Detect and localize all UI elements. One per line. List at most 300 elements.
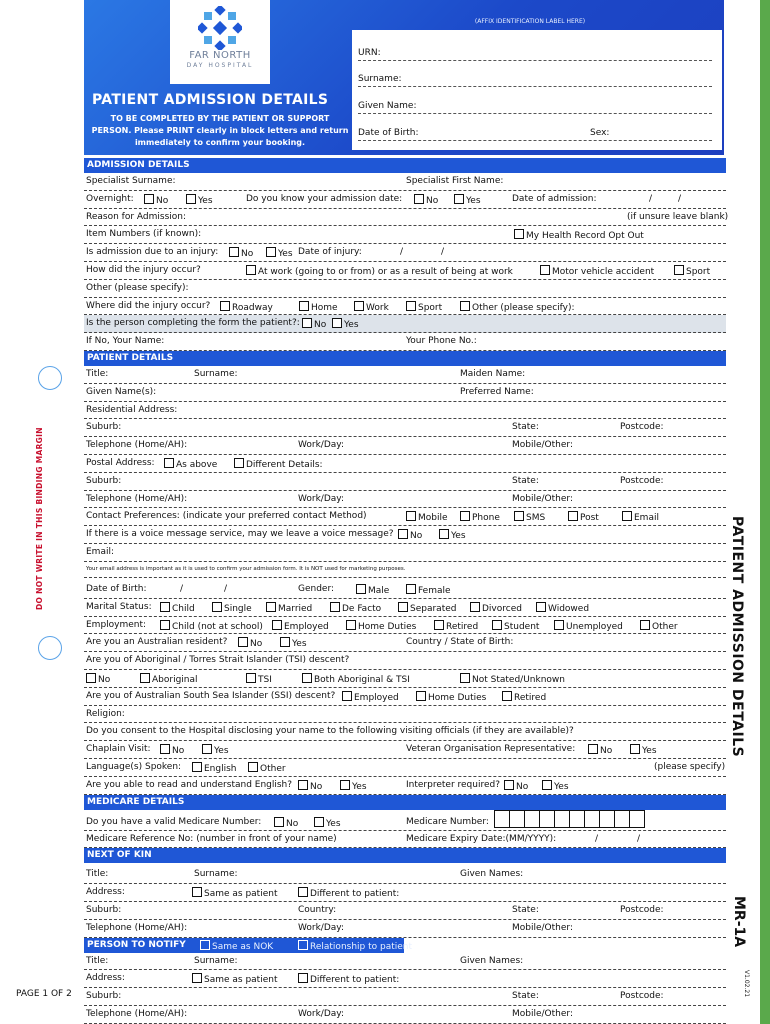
checkbox-option[interactable]: Male xyxy=(356,584,389,596)
checkbox[interactable] xyxy=(192,762,202,772)
checkbox-option[interactable]: English xyxy=(192,762,237,774)
field-label: Employment: xyxy=(86,619,147,630)
checkbox-option[interactable]: My Health Record Opt Out xyxy=(514,229,644,241)
checkbox[interactable] xyxy=(492,620,502,630)
section-heading: MEDICARE DETAILS xyxy=(87,796,185,807)
checkbox[interactable] xyxy=(514,229,524,239)
field-label: Given Names: xyxy=(460,869,524,880)
checkbox-option[interactable]: No xyxy=(160,744,184,756)
form-row[interactable] xyxy=(84,298,726,316)
checkbox[interactable] xyxy=(588,744,598,754)
checkbox-option[interactable]: Home Duties xyxy=(346,620,416,632)
field-label: Is the person completing the form the patient?: xyxy=(86,318,300,329)
form-row[interactable] xyxy=(84,970,726,988)
checkbox-option[interactable]: Other xyxy=(640,620,678,632)
form-row[interactable] xyxy=(84,315,726,333)
section-person-to-notify xyxy=(84,938,413,953)
field-label: Marital Status: xyxy=(86,601,152,612)
digit-box[interactable] xyxy=(599,810,615,828)
patient-id-panel xyxy=(352,30,722,150)
checkbox-option[interactable]: Other (please specify): xyxy=(460,301,575,313)
field-label: Do you consent to the Hospital disclosing your name to the following visiting officials (if they are available)? xyxy=(86,726,574,737)
id-sex-label: Sex: xyxy=(590,128,610,138)
checkbox[interactable] xyxy=(630,744,640,754)
digit-box[interactable] xyxy=(584,810,600,828)
checkbox-option[interactable]: Same as patient xyxy=(192,887,278,899)
field-label: Postal Address: xyxy=(86,457,155,468)
form-row[interactable] xyxy=(84,173,726,191)
form-row[interactable] xyxy=(84,226,726,244)
checkbox[interactable] xyxy=(298,973,308,983)
section-heading: ADMISSION DETAILS xyxy=(87,160,190,170)
checkbox-option[interactable]: No xyxy=(229,247,253,259)
checkbox-option[interactable]: As above xyxy=(164,458,217,470)
field-label: Country / State of Birth: xyxy=(406,637,514,648)
date-separator: / xyxy=(224,583,228,594)
checkbox[interactable] xyxy=(248,762,258,772)
form-row[interactable] xyxy=(84,988,726,1006)
checkbox[interactable] xyxy=(186,194,196,204)
form-title: PATIENT ADMISSION DETAILS xyxy=(92,92,329,108)
punch-hole xyxy=(38,636,62,660)
checkbox[interactable] xyxy=(542,780,552,790)
checkbox[interactable] xyxy=(554,620,564,630)
checkbox-option[interactable]: Widowed xyxy=(536,602,589,614)
field-label: Date of injury: xyxy=(298,247,362,258)
checkbox-option[interactable]: Retired xyxy=(502,691,546,703)
checkbox-option[interactable]: No xyxy=(144,194,168,206)
form-row[interactable] xyxy=(84,652,726,670)
checkbox[interactable] xyxy=(568,511,578,521)
date-separator: / xyxy=(441,247,445,258)
field-label: Overnight: xyxy=(86,193,134,204)
checkbox[interactable] xyxy=(406,584,416,594)
digit-box[interactable] xyxy=(569,810,585,828)
checkbox[interactable] xyxy=(346,620,356,630)
field-hint: (if unsure leave blank) xyxy=(627,211,729,222)
checkbox-option[interactable]: Retired xyxy=(434,620,478,632)
checkbox-option[interactable]: Email xyxy=(622,511,659,523)
field-label: How did the injury occur? xyxy=(86,264,201,275)
binding-margin-note: DO NOT WRITE IN THIS BINDING MARGIN xyxy=(35,427,44,610)
date-separator: / xyxy=(400,247,404,258)
checkbox-option[interactable]: Yes xyxy=(186,194,213,206)
checkbox-option[interactable]: Student xyxy=(492,620,539,632)
checkbox-option[interactable]: At work (going to or from) or as a result of being at work xyxy=(246,265,513,277)
checkbox[interactable] xyxy=(356,584,366,594)
checkbox[interactable] xyxy=(332,318,342,328)
checkbox[interactable] xyxy=(540,265,550,275)
checkbox-option[interactable]: No xyxy=(414,194,438,206)
checkbox[interactable] xyxy=(398,602,408,612)
checkbox-option[interactable]: Same as patient xyxy=(192,973,278,985)
field-label: Given Names: xyxy=(460,955,524,966)
form-row[interactable] xyxy=(84,384,726,402)
checkbox[interactable] xyxy=(406,511,416,521)
checkbox-option[interactable]: Different to patient: xyxy=(298,973,399,985)
medicare-number-boxes[interactable] xyxy=(494,810,644,828)
checkbox-option[interactable]: Home Duties xyxy=(416,691,486,703)
form-row[interactable] xyxy=(84,544,726,562)
field-label: Date of Birth: xyxy=(86,583,147,594)
checkbox[interactable] xyxy=(674,265,684,275)
checkbox[interactable] xyxy=(470,602,480,612)
checkbox[interactable] xyxy=(298,780,308,790)
field-label: Veteran Organisation Representative: xyxy=(406,744,576,755)
field-label: Suburb: xyxy=(86,475,122,486)
field-label: Do you know your admission date: xyxy=(246,193,403,204)
checkbox[interactable] xyxy=(460,673,470,683)
form-row[interactable] xyxy=(84,688,726,706)
field-label: Are you an Australian resident? xyxy=(86,637,228,648)
checkbox-option[interactable]: Sport xyxy=(674,265,710,277)
form-row[interactable] xyxy=(84,706,726,724)
field-label: Where did the injury occur? xyxy=(86,300,211,311)
field-label: Religion: xyxy=(86,708,125,719)
form-row[interactable] xyxy=(84,473,726,491)
section-patient xyxy=(84,351,726,366)
side-title: PATIENT ADMISSION DETAILS xyxy=(729,516,745,758)
section-heading: NEXT OF KIN xyxy=(87,850,152,861)
checkbox[interactable] xyxy=(298,887,308,897)
form-body xyxy=(84,158,729,1024)
checkbox-option[interactable]: Different Details: xyxy=(234,458,323,470)
form-row[interactable] xyxy=(84,191,726,209)
form-row[interactable] xyxy=(84,884,726,902)
section-next-of-kin xyxy=(84,848,726,863)
form-row[interactable] xyxy=(84,599,726,617)
checkbox-option[interactable]: Child (not at school) xyxy=(160,620,263,632)
field-label: State: xyxy=(512,991,539,1002)
date-separator: / xyxy=(649,193,653,204)
checkbox[interactable] xyxy=(160,602,170,612)
field-label: Maiden Name: xyxy=(460,368,526,379)
field-label: Title: xyxy=(86,368,109,379)
digit-box[interactable] xyxy=(509,810,525,828)
field-label: Are you of Australian South Sea Islander (SSI) descent? xyxy=(86,690,336,701)
date-separator: / xyxy=(678,193,682,204)
checkbox-option[interactable]: Yes xyxy=(454,194,481,206)
email-note: Your email address is important as it is used to confirm your admission form. It is NOT used for marketing purposes. xyxy=(86,565,406,572)
checkbox-option[interactable]: Yes xyxy=(266,247,293,259)
checkbox-option[interactable]: De Facto xyxy=(330,602,381,614)
date-separator: / xyxy=(637,833,641,844)
field-label: If there is a voice message service, may we leave a voice message? xyxy=(86,529,394,540)
checkbox-option[interactable]: Single xyxy=(212,602,252,614)
field-label: Is admission due to an injury: xyxy=(86,247,219,258)
form-row[interactable] xyxy=(84,759,726,777)
field-label: Address: xyxy=(86,887,125,898)
digit-box[interactable] xyxy=(539,810,555,828)
checkbox[interactable] xyxy=(246,673,256,683)
field-label: State: xyxy=(512,475,539,486)
form-row[interactable] xyxy=(84,437,726,455)
hospital-logo xyxy=(170,0,270,84)
field-label: Mobile/Other: xyxy=(512,440,573,451)
checkbox-option[interactable]: TSI xyxy=(246,673,272,685)
field-label: Telephone (Home/AH): xyxy=(86,1009,188,1020)
checkbox-option[interactable]: Same as NOK xyxy=(200,940,273,952)
accent-bar xyxy=(760,0,770,1024)
field-label: Specialist Surname: xyxy=(86,176,176,186)
checkbox[interactable] xyxy=(502,691,512,701)
checkbox[interactable] xyxy=(414,194,424,204)
checkbox-option[interactable]: Yes xyxy=(542,780,569,792)
field-label: Chaplain Visit: xyxy=(86,744,151,755)
checkbox[interactable] xyxy=(454,194,464,204)
form-row[interactable] xyxy=(84,209,729,227)
checkbox-option[interactable]: Divorced xyxy=(470,602,522,614)
checkbox-option[interactable]: Yes xyxy=(332,318,359,330)
checkbox[interactable] xyxy=(160,744,170,754)
checkbox[interactable] xyxy=(192,887,202,897)
field-label: Postcode: xyxy=(620,475,664,486)
checkbox-option[interactable]: Post xyxy=(568,511,599,523)
field-label: Title: xyxy=(86,869,109,880)
field-label: Medicare Reference No: (number in front of your name) xyxy=(86,833,337,844)
form-instructions: TO BE COMPLETED BY THE PATIENT OR SUPPORT PERSON. Please PRINT clearly in block letters and return immediately to confirm your booking. xyxy=(91,114,349,147)
form-row[interactable] xyxy=(84,280,726,298)
form-row[interactable] xyxy=(84,953,726,971)
logo-star-icon xyxy=(198,6,242,50)
field-label: Postcode: xyxy=(620,991,664,1002)
checkbox-option[interactable]: Yes xyxy=(314,817,341,829)
checkbox-option[interactable]: Mobile xyxy=(406,511,448,523)
checkbox[interactable] xyxy=(434,620,444,630)
checkbox-option[interactable]: No xyxy=(302,318,326,330)
field-label: State: xyxy=(512,905,539,916)
checkbox[interactable] xyxy=(330,602,340,612)
checkbox-option[interactable]: Work xyxy=(354,301,389,313)
checkbox-option[interactable]: Different to patient: xyxy=(298,887,399,899)
checkbox[interactable] xyxy=(229,247,239,257)
field-label: Suburb: xyxy=(86,905,122,916)
checkbox-option[interactable]: No xyxy=(398,529,422,541)
checkbox-option[interactable]: Motor vehicle accident xyxy=(540,265,654,277)
form-row[interactable] xyxy=(84,634,726,652)
form-row[interactable] xyxy=(84,455,726,473)
form-row[interactable] xyxy=(84,578,726,599)
form-row[interactable] xyxy=(84,333,726,351)
form-row[interactable] xyxy=(84,831,726,849)
id-dob-label: Date of Birth: xyxy=(358,128,419,138)
checkbox-option[interactable]: Both Aboriginal & TSI xyxy=(302,673,410,685)
affix-label-note: (AFFIX IDENTIFICATION LABEL HERE) xyxy=(474,18,586,25)
form-row[interactable] xyxy=(84,491,726,509)
field-label: Postcode: xyxy=(620,905,664,916)
checkbox[interactable] xyxy=(342,691,352,701)
checkbox[interactable] xyxy=(299,301,309,311)
form-row[interactable] xyxy=(84,1006,726,1024)
section-admission xyxy=(84,158,726,173)
field-label: If No, Your Name: xyxy=(86,336,165,347)
id-dob-field[interactable] xyxy=(358,126,712,141)
field-label: Mobile/Other: xyxy=(512,922,573,933)
checkbox-option[interactable]: No xyxy=(238,637,262,649)
checkbox[interactable] xyxy=(460,301,470,311)
field-label: Are you able to read and understand English? xyxy=(86,779,293,790)
checkbox[interactable] xyxy=(220,301,230,311)
form-row[interactable] xyxy=(84,920,726,938)
field-label: Other (please specify): xyxy=(86,282,189,293)
id-given-name-label: Given Name: xyxy=(358,101,417,111)
checkbox-option[interactable]: No xyxy=(588,744,612,756)
form-row[interactable] xyxy=(84,777,726,795)
checkbox[interactable] xyxy=(272,620,282,630)
checkbox[interactable] xyxy=(314,817,324,827)
checkbox-option[interactable]: Home xyxy=(299,301,338,313)
field-label: Email: xyxy=(86,546,115,557)
field-label: Work/Day: xyxy=(298,493,344,504)
form-row[interactable] xyxy=(84,366,726,384)
checkbox[interactable] xyxy=(406,301,416,311)
checkbox[interactable] xyxy=(212,602,222,612)
form-row[interactable] xyxy=(84,863,726,884)
checkbox-option[interactable]: Separated xyxy=(398,602,456,614)
checkbox-option[interactable]: Female xyxy=(406,584,451,596)
checkbox[interactable] xyxy=(298,940,308,950)
field-label: Residential Address: xyxy=(86,404,178,415)
checkbox-option[interactable]: Yes xyxy=(280,637,307,649)
checkbox[interactable] xyxy=(144,194,154,204)
field-label: Specialist First Name: xyxy=(406,176,504,186)
form-row[interactable] xyxy=(84,244,726,262)
field-label: Gender: xyxy=(298,583,335,594)
checkbox[interactable] xyxy=(246,265,256,275)
field-label: Medicare Expiry Date:(MM/YYYY): xyxy=(406,833,557,844)
urn-field[interactable] xyxy=(358,46,712,61)
digit-box[interactable] xyxy=(494,810,510,828)
field-label: Language(s) Spoken: xyxy=(86,761,182,772)
checkbox[interactable] xyxy=(160,620,170,630)
checkbox-option[interactable]: Employed xyxy=(342,691,399,703)
checkbox-option[interactable]: Yes xyxy=(439,529,466,541)
id-given-name-field[interactable] xyxy=(358,99,712,114)
checkbox[interactable] xyxy=(514,511,524,521)
form-row[interactable] xyxy=(84,670,726,688)
checkbox-option[interactable]: Child xyxy=(160,602,195,614)
field-label: Country: xyxy=(298,905,337,916)
checkbox[interactable] xyxy=(266,247,276,257)
checkbox[interactable] xyxy=(640,620,650,630)
date-separator: / xyxy=(180,583,184,594)
checkbox[interactable] xyxy=(266,602,276,612)
digit-box[interactable] xyxy=(614,810,630,828)
checkbox-option[interactable]: Unemployed xyxy=(554,620,623,632)
checkbox-option[interactable]: Phone xyxy=(460,511,500,523)
checkbox-option[interactable]: Yes xyxy=(202,744,229,756)
checkbox-option[interactable]: No xyxy=(86,673,110,685)
checkbox-option[interactable]: Sport xyxy=(406,301,442,313)
checkbox[interactable] xyxy=(140,673,150,683)
id-surname-field[interactable] xyxy=(358,72,712,87)
field-label: Date of admission: xyxy=(512,193,597,204)
checkbox-option[interactable]: Married xyxy=(266,602,312,614)
field-label: Reason for Admission: xyxy=(86,211,186,222)
checkbox[interactable] xyxy=(340,780,350,790)
field-label: Work/Day: xyxy=(298,922,344,933)
field-label: State: xyxy=(512,422,539,433)
section-medicare xyxy=(84,795,726,810)
punch-hole xyxy=(38,366,62,390)
checkbox-option[interactable]: No xyxy=(504,780,528,792)
section-heading: PERSON TO NOTIFY xyxy=(87,939,186,950)
checkbox-option[interactable]: Relationship to patient xyxy=(298,940,412,952)
checkbox[interactable] xyxy=(274,817,284,827)
checkbox[interactable] xyxy=(622,511,632,521)
form-version: V1.02.21 xyxy=(743,970,750,998)
checkbox[interactable] xyxy=(238,637,248,647)
digit-box[interactable] xyxy=(524,810,540,828)
checkbox[interactable] xyxy=(86,673,96,683)
field-label: Contact Preferences: (indicate your preferred contact Method) xyxy=(86,511,367,522)
form-row[interactable] xyxy=(84,262,726,280)
checkbox-option[interactable]: Roadway xyxy=(220,301,273,313)
checkbox[interactable] xyxy=(460,511,470,521)
field-label: Suburb: xyxy=(86,991,122,1002)
field-label: Work/Day: xyxy=(298,440,344,451)
checkbox-option[interactable]: Aboriginal xyxy=(140,673,198,685)
form-row[interactable] xyxy=(84,723,726,741)
checkbox[interactable] xyxy=(164,458,174,468)
checkbox[interactable] xyxy=(192,973,202,983)
checkbox-option[interactable]: Yes xyxy=(630,744,657,756)
checkbox[interactable] xyxy=(536,602,546,612)
field-label: Title: xyxy=(86,955,109,966)
checkbox-option[interactable]: No xyxy=(274,817,298,829)
checkbox[interactable] xyxy=(302,673,312,683)
checkbox[interactable] xyxy=(234,458,244,468)
field-label: Address: xyxy=(86,973,125,984)
checkbox[interactable] xyxy=(280,637,290,647)
checkbox[interactable] xyxy=(200,940,210,950)
form-row[interactable] xyxy=(84,810,726,831)
checkbox[interactable] xyxy=(416,691,426,701)
page-number: PAGE 1 OF 2 xyxy=(16,989,72,999)
checkbox[interactable] xyxy=(354,301,364,311)
form-row[interactable] xyxy=(84,617,726,635)
checkbox[interactable] xyxy=(302,318,312,328)
checkbox-option[interactable]: Not Stated/Unknown xyxy=(460,673,565,685)
form-row[interactable] xyxy=(84,741,726,759)
checkbox-option[interactable]: No xyxy=(298,780,322,792)
checkbox-option[interactable]: Other xyxy=(248,762,286,774)
form-note-row xyxy=(84,562,726,578)
form-row[interactable] xyxy=(84,508,726,526)
field-label: Telephone (Home/AH): xyxy=(86,440,188,451)
field-label: Postcode: xyxy=(620,422,664,433)
checkbox[interactable] xyxy=(504,780,514,790)
checkbox-option[interactable]: Employed xyxy=(272,620,329,632)
checkbox-option[interactable]: Yes xyxy=(340,780,367,792)
form-row[interactable] xyxy=(84,402,726,420)
urn-label: URN: xyxy=(358,48,381,58)
date-separator: / xyxy=(595,833,599,844)
digit-box[interactable] xyxy=(629,810,645,828)
checkbox[interactable] xyxy=(439,529,449,539)
checkbox[interactable] xyxy=(398,529,408,539)
logo-subtitle: DAY HOSPITAL xyxy=(186,62,254,69)
field-label: Suburb: xyxy=(86,422,122,433)
checkbox-option[interactable]: SMS xyxy=(514,511,545,523)
form-row[interactable] xyxy=(84,526,726,544)
digit-box[interactable] xyxy=(554,810,570,828)
field-label: Surname: xyxy=(194,955,238,966)
form-row[interactable] xyxy=(84,419,726,437)
form-row[interactable] xyxy=(84,902,726,920)
field-label: Surname: xyxy=(194,368,238,379)
checkbox[interactable] xyxy=(202,744,212,754)
